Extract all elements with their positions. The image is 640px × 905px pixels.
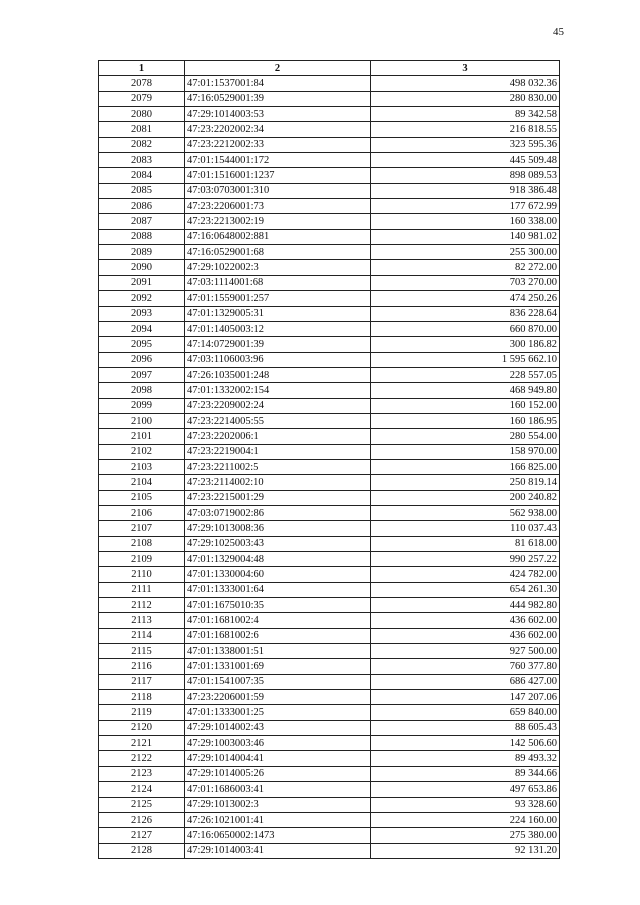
value: 228 557.05 [371,367,560,382]
table-row [99,659,560,674]
value: 81 618.00 [371,536,560,551]
table-row [99,567,560,582]
value: 160 338.00 [371,214,560,229]
row-number: 2110 [99,567,185,582]
cadastral-number: 47:23:2114002:10 [185,475,371,490]
table-row [99,107,560,122]
row-number: 2102 [99,444,185,459]
table-row [99,199,560,214]
table-row [99,782,560,797]
cadastral-number: 47:03:1114001:68 [185,275,371,290]
row-number: 2085 [99,183,185,198]
cadastral-number: 47:01:1541007:35 [185,674,371,689]
value: 89 344.66 [371,766,560,781]
row-number: 2127 [99,828,185,843]
table-row [99,275,560,290]
table-row [99,245,560,260]
row-number: 2121 [99,736,185,751]
cadastral-number: 47:26:1021001:41 [185,812,371,827]
value: 562 938.00 [371,505,560,520]
value: 92 131.20 [371,843,560,858]
row-number: 2083 [99,153,185,168]
row-number: 2097 [99,367,185,382]
row-number: 2108 [99,536,185,551]
row-number: 2088 [99,229,185,244]
row-number: 2089 [99,245,185,260]
row-number: 2079 [99,91,185,106]
value: 444 982.80 [371,598,560,613]
table-row [99,76,560,91]
table-row [99,183,560,198]
cadastral-number: 47:03:0719002:86 [185,505,371,520]
row-number: 2099 [99,398,185,413]
cadastral-number: 47:23:2219004:1 [185,444,371,459]
table-row [99,812,560,827]
row-number: 2123 [99,766,185,781]
value: 836 228.64 [371,306,560,321]
row-number: 2115 [99,644,185,659]
table-row [99,122,560,137]
cadastral-number: 47:29:1025003:43 [185,536,371,551]
table-row [99,598,560,613]
table-row [99,705,560,720]
value: 160 186.95 [371,413,560,428]
cadastral-number: 47:16:0529001:68 [185,245,371,260]
table-row [99,613,560,628]
row-number: 2104 [99,475,185,490]
value: 474 250.26 [371,291,560,306]
value: 280 830.00 [371,91,560,106]
table-row [99,168,560,183]
column-header-3: 3 [371,61,560,76]
cadastral-number: 47:03:1106003:96 [185,352,371,367]
value: 659 840.00 [371,705,560,720]
row-number: 2106 [99,505,185,520]
table-row [99,720,560,735]
table-row [99,367,560,382]
cadastral-number: 47:29:1014003:53 [185,107,371,122]
table-row [99,843,560,858]
value: 436 602.00 [371,613,560,628]
cadastral-number: 47:23:2202006:1 [185,429,371,444]
row-number: 2105 [99,490,185,505]
table-row [99,91,560,106]
row-number: 2118 [99,690,185,705]
row-number: 2112 [99,598,185,613]
column-header-2: 2 [185,61,371,76]
table-row [99,306,560,321]
cadastral-number: 47:01:1330004:60 [185,567,371,582]
value: 147 207.06 [371,690,560,705]
value: 323 595.36 [371,137,560,152]
row-number: 2126 [99,812,185,827]
cadastral-number: 47:01:1675010:35 [185,598,371,613]
value: 82 272.00 [371,260,560,275]
value: 250 819.14 [371,475,560,490]
table-row [99,229,560,244]
cadastral-number: 47:16:0529001:39 [185,91,371,106]
row-number: 2111 [99,582,185,597]
table-row [99,552,560,567]
row-number: 2122 [99,751,185,766]
table-header-row [99,61,560,76]
value: 918 386.48 [371,183,560,198]
value: 686 427.00 [371,674,560,689]
value: 654 261.30 [371,582,560,597]
cadastral-number: 47:23:2206001:59 [185,690,371,705]
cadastral-number: 47:01:1537001:84 [185,76,371,91]
row-number: 2125 [99,797,185,812]
value: 166 825.00 [371,459,560,474]
table-row [99,291,560,306]
cadastral-number: 47:29:1013002:3 [185,797,371,812]
value: 110 037.43 [371,521,560,536]
row-number: 2109 [99,552,185,567]
value: 898 089.53 [371,168,560,183]
cadastral-number: 47:01:1332002:154 [185,383,371,398]
value: 660 870.00 [371,321,560,336]
cadastral-number: 47:03:0703001:310 [185,183,371,198]
row-number: 2090 [99,260,185,275]
value: 927 500.00 [371,644,560,659]
value: 703 270.00 [371,275,560,290]
table-row [99,674,560,689]
row-number: 2087 [99,214,185,229]
table-row [99,337,560,352]
value: 300 186.82 [371,337,560,352]
value: 424 782.00 [371,567,560,582]
value: 177 672.99 [371,199,560,214]
row-number: 2101 [99,429,185,444]
table-row [99,383,560,398]
cadastral-number: 47:23:2202002:34 [185,122,371,137]
row-number: 2086 [99,199,185,214]
table-row [99,137,560,152]
row-number: 2078 [99,76,185,91]
table-row [99,828,560,843]
value: 200 240.82 [371,490,560,505]
table-row [99,690,560,705]
value: 160 152.00 [371,398,560,413]
value: 436 602.00 [371,628,560,643]
table-row [99,475,560,490]
value: 89 342.58 [371,107,560,122]
cadastral-number: 47:23:2215001:29 [185,490,371,505]
row-number: 2103 [99,459,185,474]
cadastral-number: 47:01:1559001:257 [185,291,371,306]
cadastral-number: 47:01:1333001:25 [185,705,371,720]
table-row [99,628,560,643]
cadastral-number: 47:01:1405003:12 [185,321,371,336]
cadastral-number: 47:01:1329004:48 [185,552,371,567]
cadastral-number: 47:26:1035001:248 [185,367,371,382]
cadastral-number: 47:23:2206001:73 [185,199,371,214]
cadastral-number: 47:16:0648002:881 [185,229,371,244]
cadastral-number: 47:23:2212002:33 [185,137,371,152]
value: 275 380.00 [371,828,560,843]
value: 468 949.80 [371,383,560,398]
table-row [99,260,560,275]
table-row [99,490,560,505]
row-number: 2124 [99,782,185,797]
cadastral-number: 47:01:1338001:51 [185,644,371,659]
table-row [99,766,560,781]
cadastral-number: 47:01:1681002:4 [185,613,371,628]
table-row [99,444,560,459]
cadastral-number: 47:29:1022002:3 [185,260,371,275]
table-row [99,429,560,444]
table-row [99,413,560,428]
table-row [99,214,560,229]
cadastral-number: 47:29:1013008:36 [185,521,371,536]
table-row [99,736,560,751]
column-header-1: 1 [99,61,185,76]
table-row [99,582,560,597]
table-row [99,536,560,551]
cadastral-number: 47:23:2214005:55 [185,413,371,428]
value: 498 032.36 [371,76,560,91]
cadastral-number: 47:01:1681002:6 [185,628,371,643]
row-number: 2082 [99,137,185,152]
table-row [99,352,560,367]
value: 93 328.60 [371,797,560,812]
value: 1 595 662.10 [371,352,560,367]
row-number: 2094 [99,321,185,336]
cadastral-number: 47:01:1329005:31 [185,306,371,321]
table-row [99,505,560,520]
row-number: 2095 [99,337,185,352]
data-table [98,60,560,859]
value: 497 653.86 [371,782,560,797]
row-number: 2120 [99,720,185,735]
row-number: 2116 [99,659,185,674]
table-body [99,76,560,859]
cadastral-number: 47:23:2209002:24 [185,398,371,413]
value: 216 818.55 [371,122,560,137]
value: 255 300.00 [371,245,560,260]
cadastral-number: 47:23:2213002:19 [185,214,371,229]
cadastral-number: 47:01:1516001:1237 [185,168,371,183]
value: 88 605.43 [371,720,560,735]
row-number: 2096 [99,352,185,367]
table-row [99,797,560,812]
row-number: 2114 [99,628,185,643]
cadastral-number: 47:01:1333001:64 [185,582,371,597]
table-row [99,398,560,413]
cadastral-number: 47:29:1014003:41 [185,843,371,858]
cadastral-number: 47:01:1544001:172 [185,153,371,168]
row-number: 2119 [99,705,185,720]
cadastral-number: 47:01:1686003:41 [185,782,371,797]
cadastral-number: 47:01:1331001:69 [185,659,371,674]
value: 142 506.60 [371,736,560,751]
table-row [99,644,560,659]
row-number: 2100 [99,413,185,428]
row-number: 2098 [99,383,185,398]
row-number: 2084 [99,168,185,183]
table-row [99,321,560,336]
cadastral-number: 47:16:0650002:1473 [185,828,371,843]
row-number: 2080 [99,107,185,122]
table-row [99,153,560,168]
cadastral-number: 47:23:2211002:5 [185,459,371,474]
table-row [99,521,560,536]
table-row [99,459,560,474]
cadastral-number: 47:29:1014004:41 [185,751,371,766]
cadastral-number: 47:29:1014005:26 [185,766,371,781]
value: 445 509.48 [371,153,560,168]
value: 89 493.32 [371,751,560,766]
row-number: 2113 [99,613,185,628]
value: 280 554.00 [371,429,560,444]
value: 140 981.02 [371,229,560,244]
table-row [99,751,560,766]
row-number: 2093 [99,306,185,321]
row-number: 2092 [99,291,185,306]
value: 760 377.80 [371,659,560,674]
value: 158 970.00 [371,444,560,459]
value: 990 257.22 [371,552,560,567]
cadastral-number: 47:14:0729001:39 [185,337,371,352]
row-number: 2081 [99,122,185,137]
value: 224 160.00 [371,812,560,827]
cadastral-number: 47:29:1014002:43 [185,720,371,735]
page-number: 45 [553,26,564,38]
row-number: 2117 [99,674,185,689]
cadastral-number: 47:29:1003003:46 [185,736,371,751]
row-number: 2091 [99,275,185,290]
row-number: 2107 [99,521,185,536]
row-number: 2128 [99,843,185,858]
